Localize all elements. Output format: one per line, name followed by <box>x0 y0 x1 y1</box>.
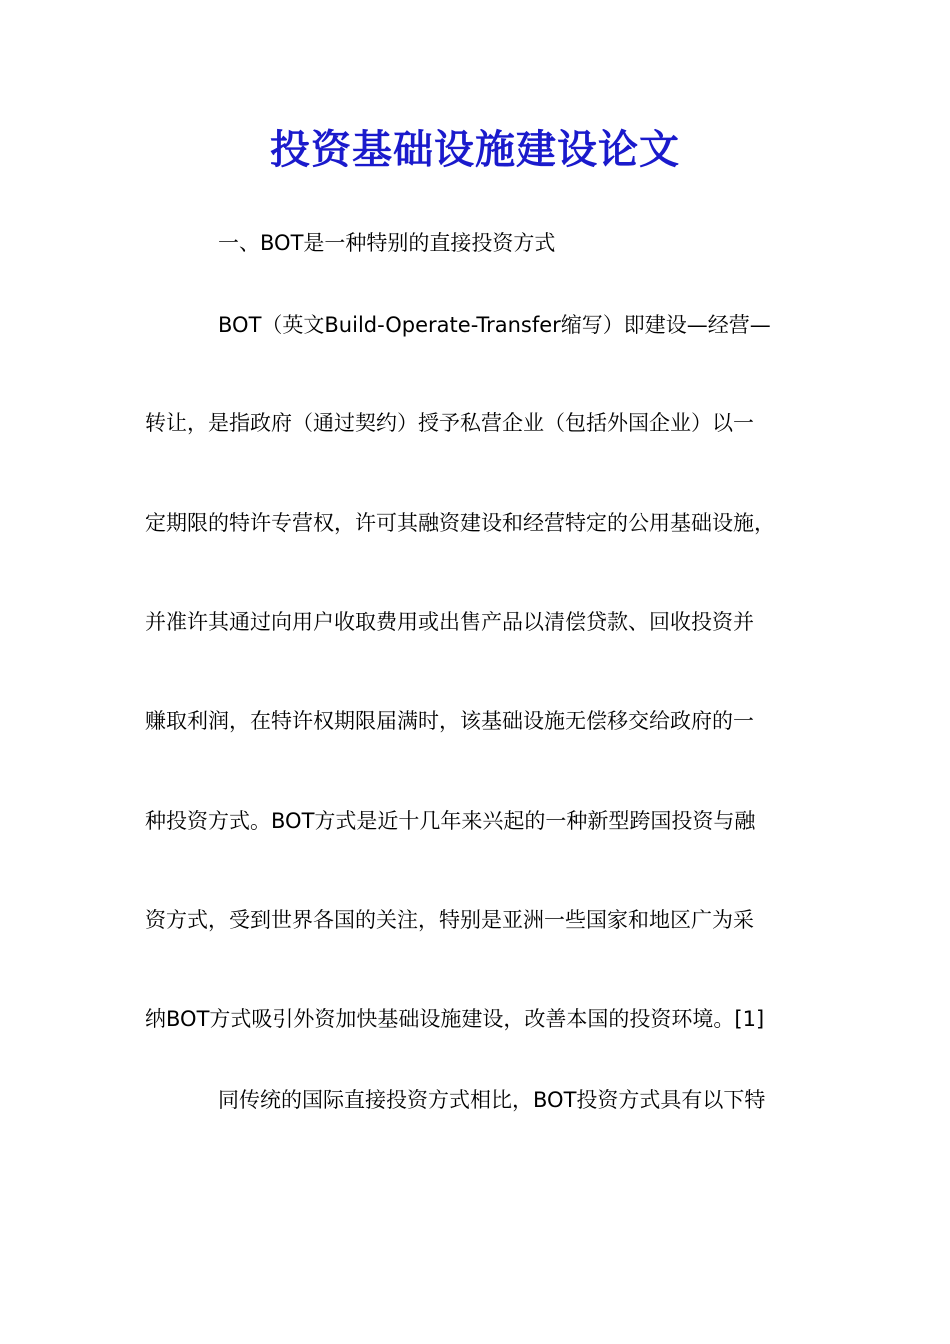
paragraph-1-line-2: 转让，是指政府（通过契约）授予私营企业（包括外国企业）以一 <box>145 411 754 435</box>
document-title: 投资基础设施建设论文 <box>270 126 680 173</box>
paragraph-1-line-1: BOT（英文Build-Operate-Transfer缩写）即建设—经营— <box>218 313 771 337</box>
paragraph-1-line-7: 资方式，受到世界各国的关注，特别是亚洲一些国家和地区广为采 <box>145 908 754 932</box>
paragraph-1-line-6: 种投资方式。BOT方式是近十几年来兴起的一种新型跨国投资与融 <box>145 809 756 833</box>
section-heading: 一、BOT是一种特别的直接投资方式 <box>218 231 556 255</box>
paragraph-1-line-5: 赚取利润，在特许权期限届满时，该基础设施无偿移交给政府的一 <box>145 709 754 733</box>
paragraph-2-line-1: 同传统的国际直接投资方式相比，BOT投资方式具有以下特 <box>218 1088 766 1112</box>
paragraph-1-line-3: 定期限的特许专营权，许可其融资建设和经营特定的公用基础设施， <box>145 511 775 535</box>
paragraph-1-line-4: 并准许其通过向用户收取费用或出售产品以清偿贷款、回收投资并 <box>145 610 754 634</box>
paragraph-1-line-8: 纳BOT方式吸引外资加快基础设施建设，改善本国的投资环境。[1] <box>145 1007 765 1031</box>
